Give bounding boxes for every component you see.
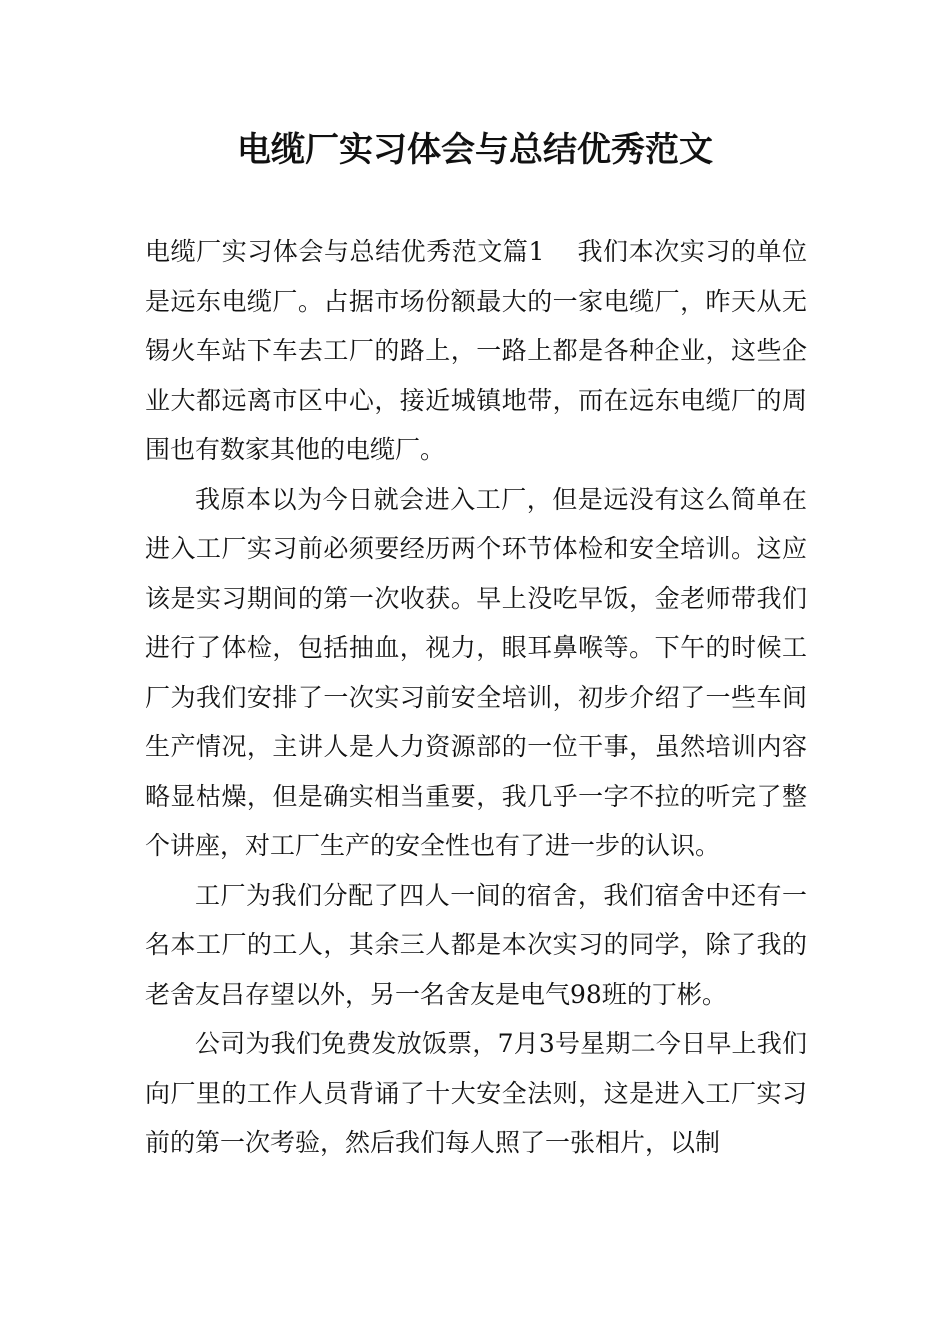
paragraph-4: 公司为我们免费发放饭票，7月3号星期二今日早上我们向厂里的工作人员背诵了十大安全法则，这是进入工厂实习前的第一次考验，然后我们每人照了一张相片，以制 <box>145 1029 807 1157</box>
document-body <box>145 227 807 1168</box>
paragraph-2: 我原本以为今日就会进入工厂，但是远没有这么简单在进入工厂实习前必须要经历两个环节体检和安全培训。这应该是实习期间的第一次收获。早上没吃早饭，金老师带我们进行了体检，包括抽血，视力，眼耳鼻喉等。下午的时候工厂为我们安排了一次实习前安全培训，初步介绍了一些车间生产情况，主讲人是人力资源部的一位干事，虽然培训内容略显枯燥，但是确实相当重要，我几乎一字不拉的听完了整个讲座，对工厂生产的安全性也有了进一步的认识。 <box>145 484 807 860</box>
section-heading: 电缆厂实习体会与总结优秀范文篇1 <box>145 237 545 266</box>
paragraph-3: 工厂为我们分配了四人一间的宿舍，我们宿舍中还有一名本工厂的工人，其余三人都是本次实习的同学，除了我的老舍友吕存望以外，另一名舍友是电气98班的丁彬。 <box>145 880 807 1009</box>
paragraph-1 <box>145 227 807 475</box>
document-title: 电缆厂实习体会与总结优秀范文 <box>237 130 713 170</box>
paragraph-1-text: 我们本次实习的单位是远东电缆厂。占据市场份额最大的一家电缆厂，昨天从无锡火车站下车去工厂的路上，一路上都是各种企业，这些企业大都远离市区中心，接近城镇地带，而在远东电缆厂的周围也有数家其他的电缆厂。 <box>145 237 807 464</box>
